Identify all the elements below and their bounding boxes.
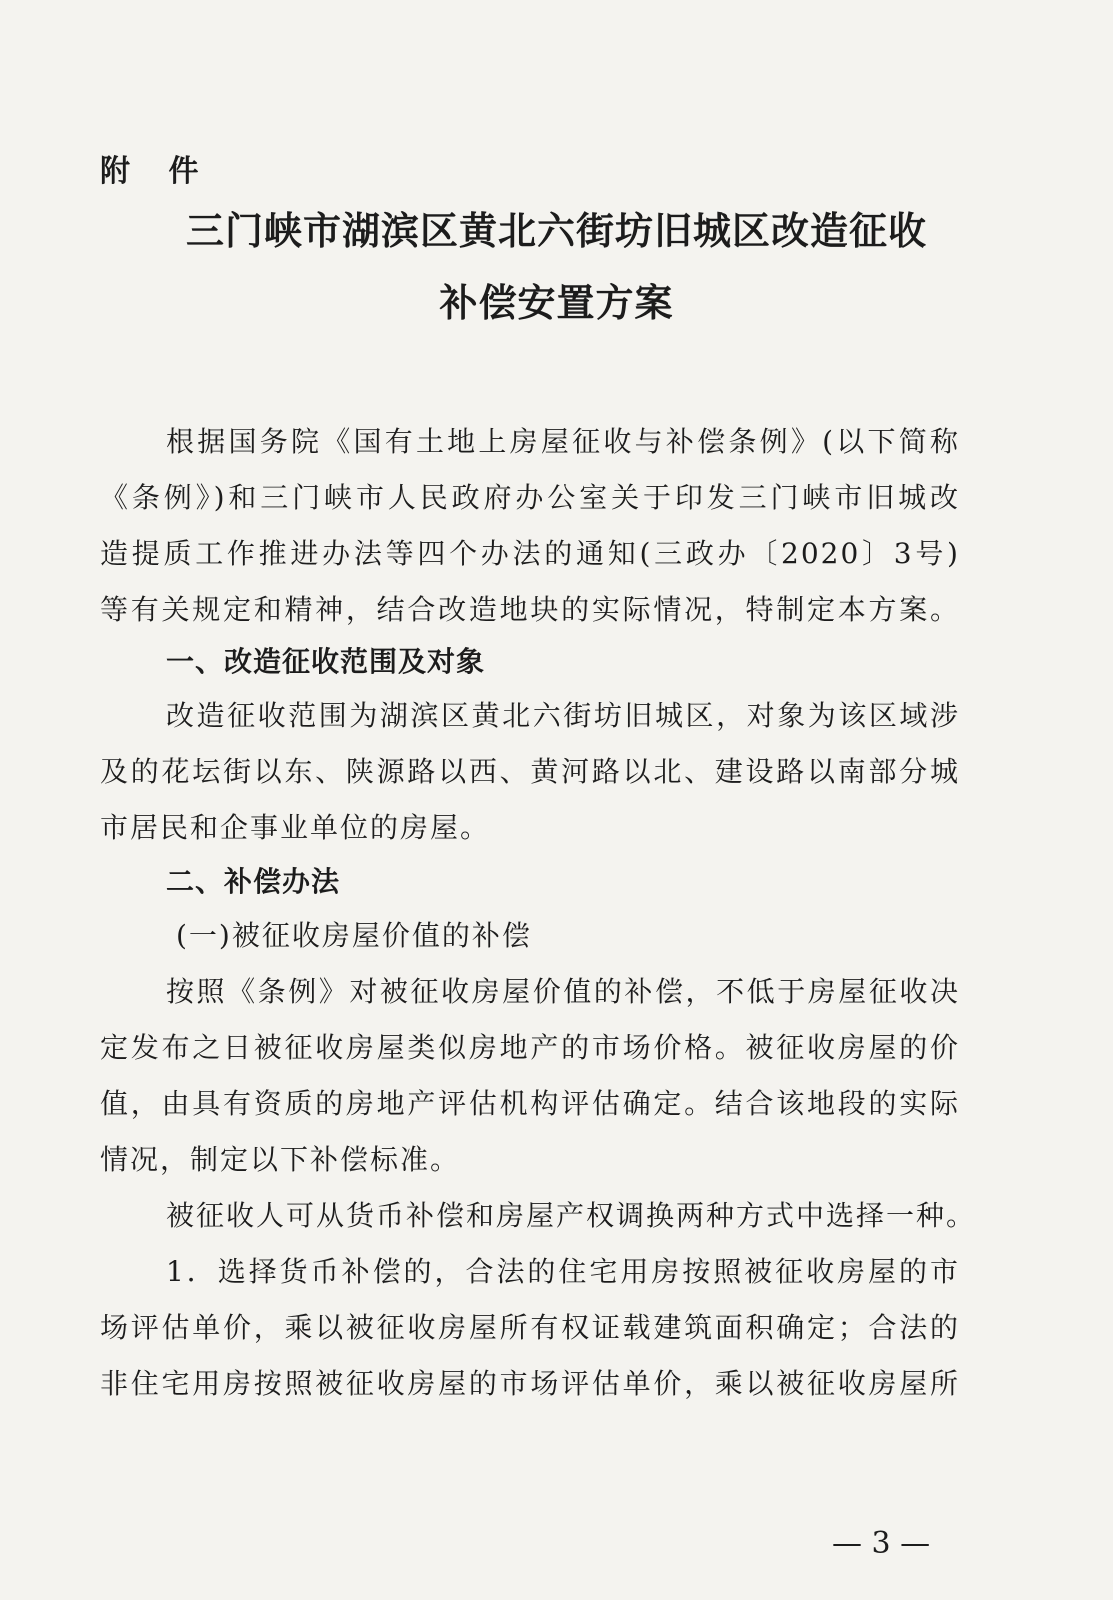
paragraph-1-line: 等有关规定和精神，结合改造地块的实际情况，特制定本方案。	[100, 593, 960, 626]
paragraph-5-line: 非住宅用房按照被征收房屋的市场评估单价，乘以被征收房屋所	[100, 1367, 960, 1400]
paragraph-1-line: 造提质工作推进办法等四个办法的通知(三政办〔2020〕3号)	[100, 537, 960, 570]
paragraph-5-line: 1．选择货币补偿的，合法的住宅用房按照被征收房屋的市	[166, 1255, 960, 1288]
paragraph-4: 被征收人可从货币补偿和房屋产权调换两种方式中选择一种。	[166, 1199, 977, 1232]
paragraph-3-line: 定发布之日被征收房屋类似房地产的市场价格。被征收房屋的价	[100, 1031, 960, 1064]
paragraph-2-line: 改造征收范围为湖滨区黄北六街坊旧城区，对象为该区域涉	[166, 699, 960, 732]
attachment-label: 附 件	[100, 154, 213, 189]
paragraph-5-line: 场评估单价，乘以被征收房屋所有权证载建筑面积确定；合法的	[100, 1311, 960, 1344]
paragraph-2-line: 及的花坛街以东、陕源路以西、黄河路以北、建设路以南部分城	[100, 755, 960, 788]
subsection-heading-1: (一)被征收房屋价值的补偿	[176, 919, 532, 952]
paragraph-3-line: 值，由具有资质的房地产评估机构评估确定。结合该地段的实际	[100, 1087, 960, 1120]
page-number: — 3 —	[832, 1526, 931, 1561]
paragraph-1-line: 根据国务院《国有土地上房屋征收与补偿条例》(以下简称	[166, 425, 960, 458]
paragraph-3-line: 按照《条例》对被征收房屋价值的补偿，不低于房屋征收决	[166, 975, 960, 1008]
paragraph-3-line: 情况，制定以下补偿标准。	[100, 1143, 461, 1176]
paragraph-2-line: 市居民和企事业单位的房屋。	[100, 811, 491, 844]
section-heading-1: 一、改造征收范围及对象	[166, 645, 486, 678]
document-title-line1: 三门峡市湖滨区黄北六街坊旧城区改造征收	[185, 209, 927, 253]
paragraph-1-line: 《条例》)和三门峡市人民政府办公室关于印发三门峡市旧城改	[100, 481, 960, 514]
section-heading-2: 二、补偿办法	[166, 865, 341, 898]
document-title-line2: 补偿安置方案	[439, 281, 674, 325]
